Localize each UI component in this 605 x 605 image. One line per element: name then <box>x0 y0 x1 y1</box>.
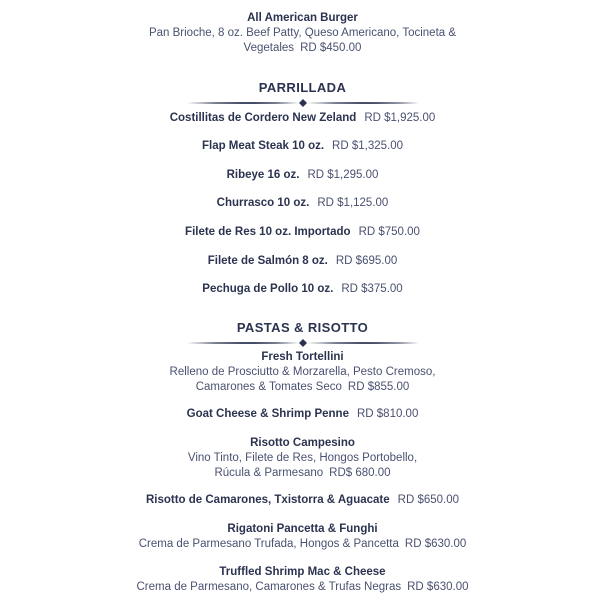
item-price: RD $1,295.00 <box>307 169 379 181</box>
item-name: Churrasco 10 oz. <box>216 197 310 209</box>
item-name: Truffled Shrimp Mac & Cheese <box>219 566 386 578</box>
item-price: RD $810.00 <box>356 408 419 420</box>
menu-item-penne <box>0 407 605 422</box>
item-name: Goat Cheese & Shrimp Penne <box>186 408 349 420</box>
item-name: All American Burger <box>247 12 358 24</box>
item-price: RD $1,125.00 <box>317 197 389 209</box>
item-description-line: Camarones & Tomates Seco <box>195 381 342 393</box>
menu-item <box>0 196 605 211</box>
section-header-parrillada <box>0 80 605 108</box>
menu-item-mac-cheese <box>0 565 605 595</box>
menu-item <box>0 139 605 154</box>
item-description-line: Rúcula & Parmesano <box>214 467 324 479</box>
item-description <box>0 451 605 466</box>
item-name: Rigatoni Pancetta & Funghi <box>227 523 378 535</box>
menu-item-rigatoni <box>0 522 605 552</box>
item-description <box>0 26 605 41</box>
menu-item-tortellini <box>0 350 605 395</box>
item-description <box>0 41 605 56</box>
menu-item <box>0 282 605 297</box>
item-price: RD $650.00 <box>397 494 460 506</box>
item-price: RD $855.00 <box>347 381 410 393</box>
item-name: Risotto Campesino <box>250 437 355 449</box>
item-name: Risotto de Camarones, Txistorra & Aguacate <box>145 494 390 506</box>
item-name: Fresh Tortellini <box>261 351 344 363</box>
item-price: RD $450.00 <box>300 42 362 54</box>
item-name: Filete de Salmón 8 oz. <box>207 255 328 267</box>
item-price: RD $1,325.00 <box>332 140 404 152</box>
item-description <box>0 466 605 481</box>
divider-ornament-icon <box>183 338 423 348</box>
item-price: RD $630.00 <box>407 581 469 593</box>
item-price: RD $695.00 <box>335 255 398 267</box>
item-description-line: Vino Tinto, Filete de Res, Hongos Portobello, <box>187 452 418 464</box>
item-price: RD $1,925.00 <box>364 112 436 124</box>
item-name: Filete de Res 10 oz. Importado <box>185 226 351 238</box>
menu-item-risotto-campesino <box>0 436 605 481</box>
item-description-line: Crema de Parmesano Trufada, Hongos & Pancetta <box>138 538 399 550</box>
item-name: Costillitas de Cordero New Zeland <box>169 112 357 124</box>
item-description <box>0 580 605 595</box>
divider-ornament-icon <box>183 98 423 108</box>
item-name: Flap Meat Steak 10 oz. <box>201 140 325 152</box>
item-description <box>0 380 605 395</box>
item-description-line: Pan Brioche, 8 oz. Beef Patty, Queso Americano, Tocineta & <box>148 27 457 39</box>
item-price: RD $630.00 <box>404 538 467 550</box>
item-name: Ribeye 16 oz. <box>226 169 300 181</box>
item-description-line: Vegetales <box>243 42 295 54</box>
menu-item <box>0 168 605 183</box>
menu-item <box>0 254 605 269</box>
section-title: PASTAS & RISOTTO <box>236 320 369 335</box>
menu-item-burger <box>0 11 605 56</box>
item-price: RD $375.00 <box>341 283 403 295</box>
item-description-line: Crema de Parmesano, Camarones & Trufas Negras <box>136 581 402 593</box>
item-description <box>0 537 605 552</box>
section-title: PARRILLADA <box>258 80 347 95</box>
menu-item <box>0 225 605 240</box>
item-price: RD $750.00 <box>358 226 420 238</box>
section-header-pastas <box>0 320 605 348</box>
item-description <box>0 365 605 380</box>
item-name: Pechuga de Pollo 10 oz. <box>202 283 334 295</box>
menu-item-risotto-camarones <box>0 493 605 508</box>
item-description-line: Relleno de Prosciutto & Morzarella, Pesto Cremoso, <box>169 366 436 378</box>
item-price: RD$ 680.00 <box>329 467 391 479</box>
menu-item <box>0 111 605 126</box>
